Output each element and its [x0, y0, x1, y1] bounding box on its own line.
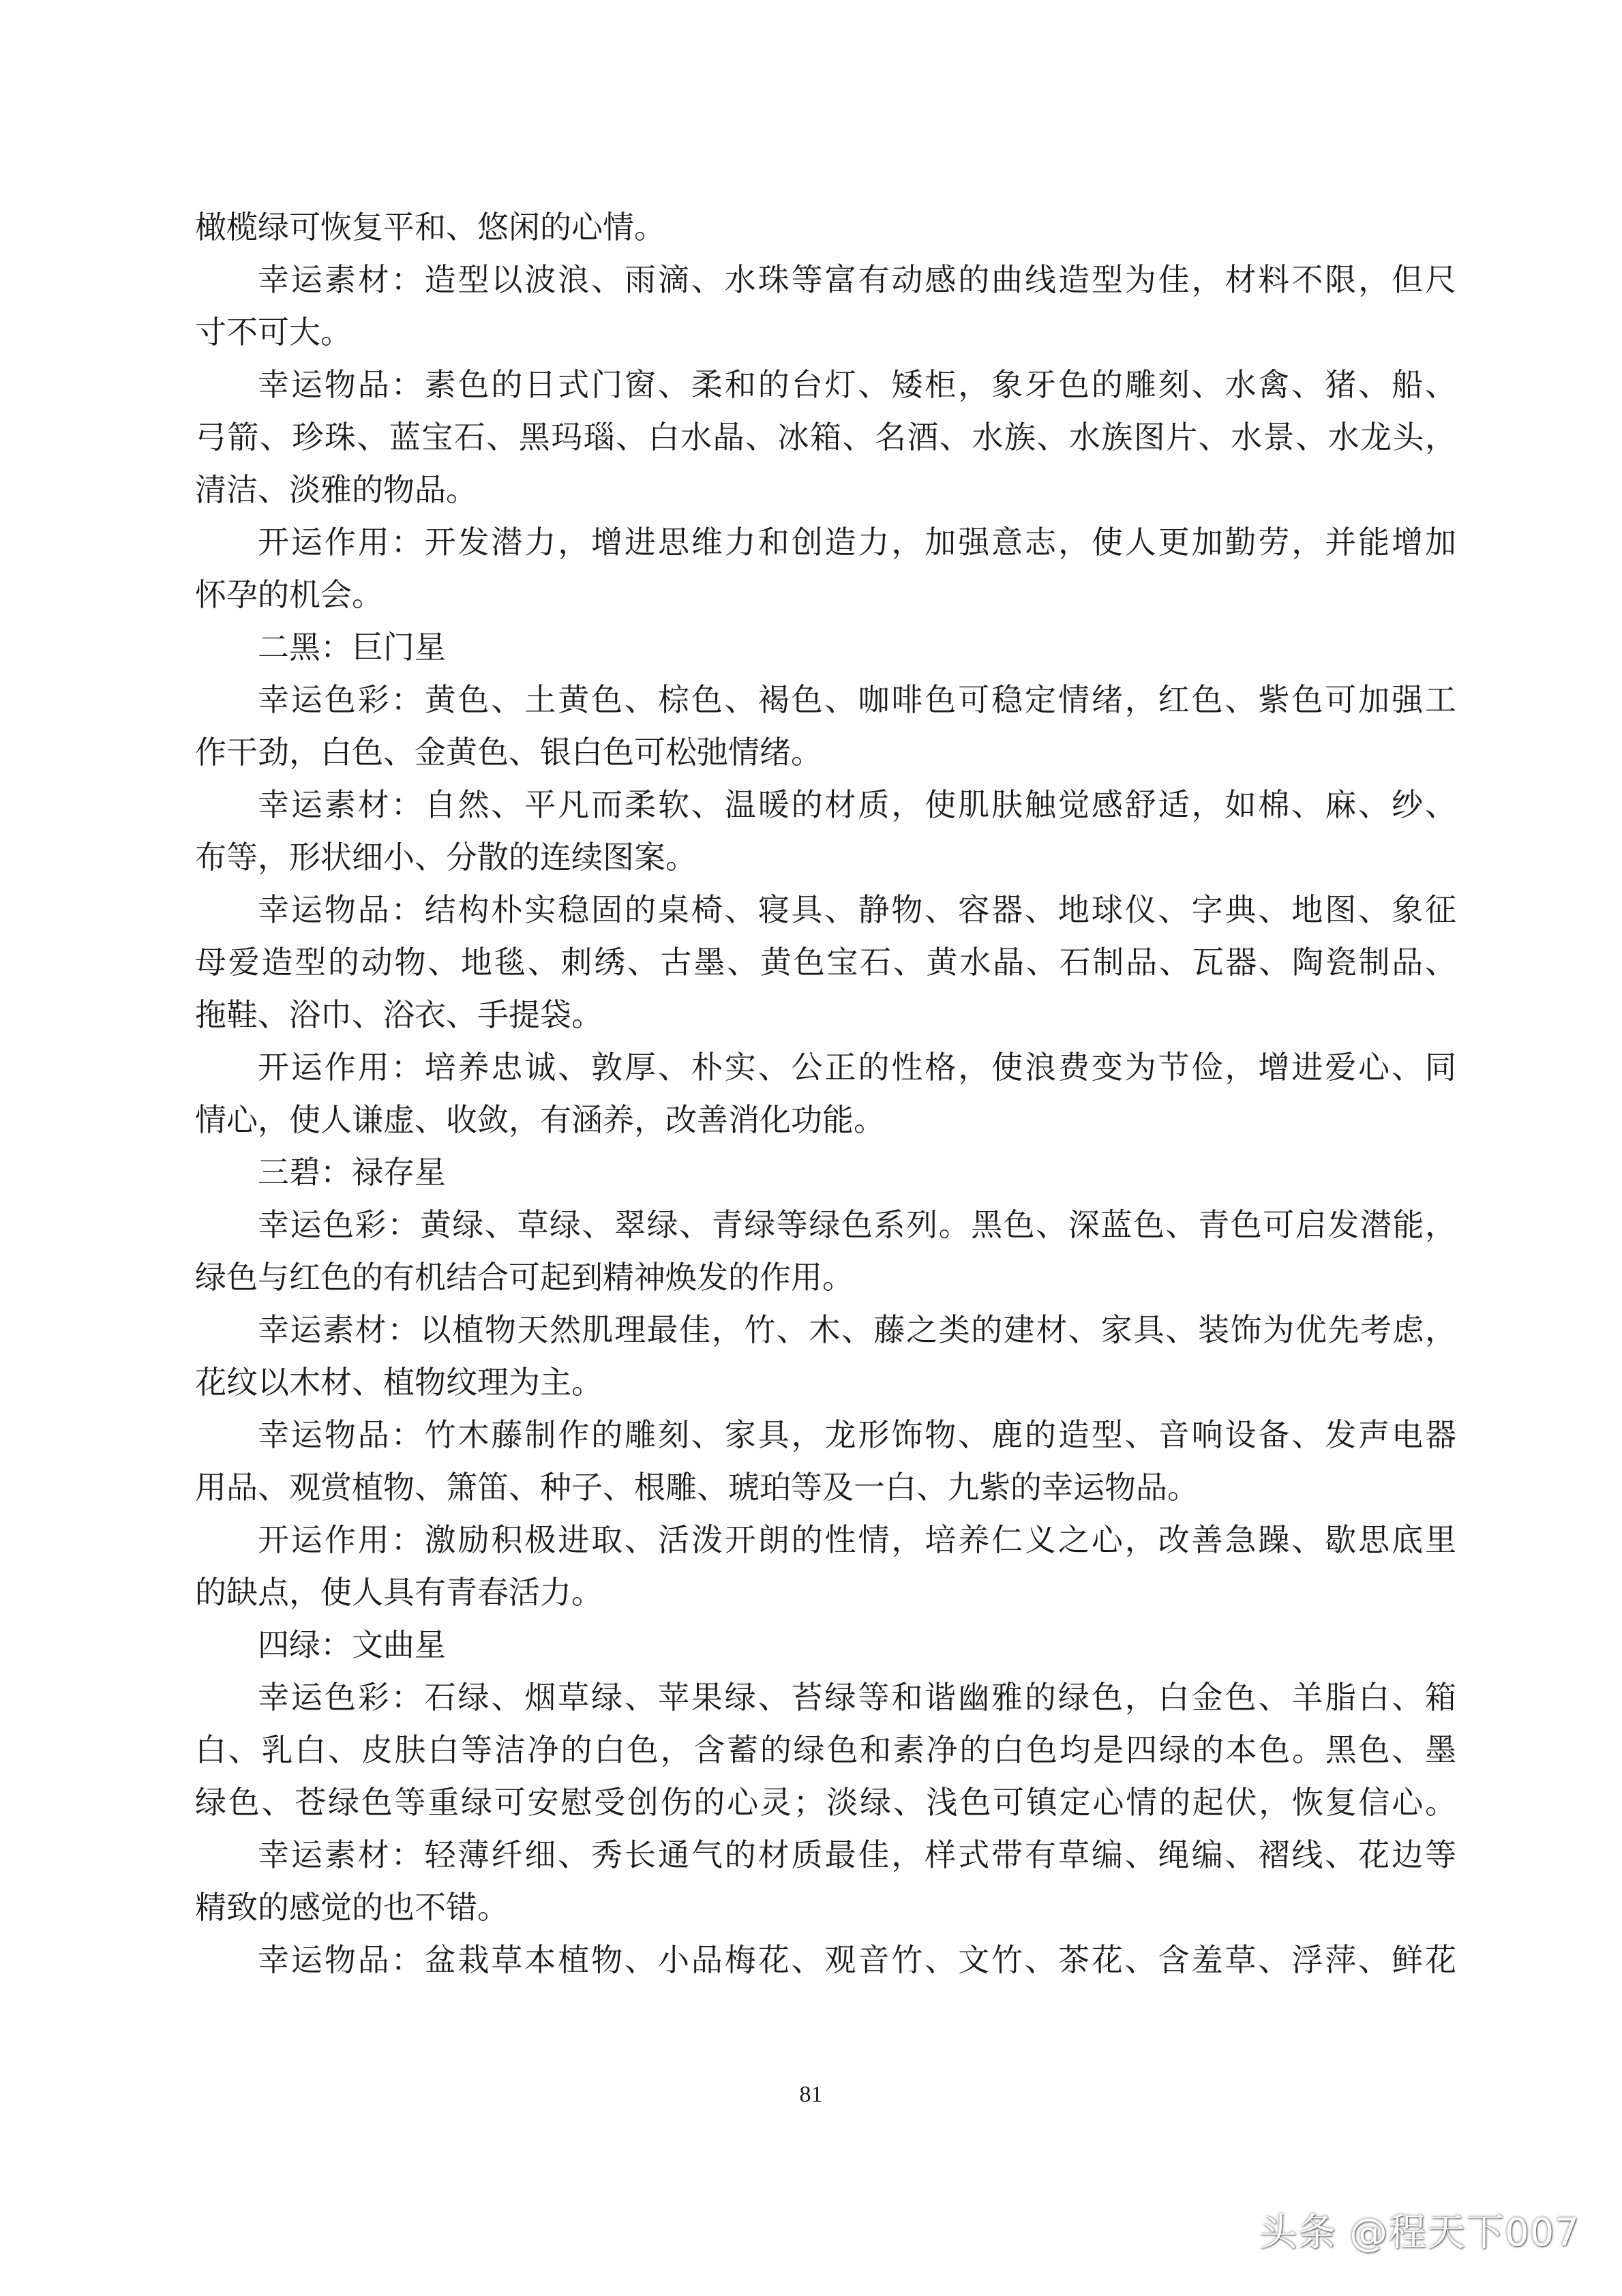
- text-line: 幸运色彩：黄色、土黄色、棕色、褐色、咖啡色可稳定情绪，红色、紫色可加强工: [258, 681, 1456, 718]
- watermark: 头条 @程天下007: [1259, 2211, 1580, 2255]
- text-line: 幸运色彩：黄绿、草绿、翠绿、青绿等绿色系列。黑色、深蓝色、青色可启发潜能，: [258, 1206, 1456, 1243]
- text-line: 四绿：文曲星: [258, 1626, 446, 1663]
- text-line: 幸运物品：素色的日式门窗、柔和的台灯、矮柜，象牙色的雕刻、水禽、猪、船、: [258, 366, 1456, 403]
- text-line: 怀孕的机会。: [195, 576, 383, 613]
- text-line: 幸运素材：轻薄纤细、秀长通气的材质最佳，样式带有草编、绳编、褶线、花边等: [258, 1836, 1456, 1873]
- text-line: 开运作用：激励积极进取、活泼开朗的性情，培养仁义之心，改善急躁、歇思底里: [258, 1521, 1456, 1558]
- text-line: 幸运物品：竹木藤制作的雕刻、家具，龙形饰物、鹿的造型、音响设备、发声电器: [258, 1416, 1456, 1453]
- text-line: 开运作用：开发潜力，增进思维力和创造力，加强意志，使人更加勤劳，并能增加: [258, 524, 1456, 561]
- text-line: 拖鞋、浴巾、浴衣、手提袋。: [195, 996, 603, 1033]
- text-line: 用品、观赏植物、箫笛、种子、根雕、琥珀等及一白、九紫的幸运物品。: [195, 1469, 1199, 1506]
- text-line: 绿色与红色的有机结合可起到精神焕发的作用。: [195, 1259, 854, 1296]
- text-line: 幸运色彩：石绿、烟草绿、苹果绿、苔绿等和谐幽雅的绿色，白金色、羊脂白、箱: [258, 1679, 1456, 1716]
- document-body: [195, 205, 1456, 1990]
- text-line: 弓箭、珍珠、蓝宝石、黑玛瑙、白水晶、冰箱、名酒、水族、水族图片、水景、水龙头，: [195, 419, 1456, 456]
- text-line: 幸运物品：结构朴实稳固的桌椅、寝具、静物、容器、地球仪、字典、地图、象征: [258, 891, 1456, 928]
- text-line: 绿色、苍绿色等重绿可安慰受创伤的心灵；淡绿、浅色可镇定心情的起伏，恢复信心。: [195, 1784, 1456, 1821]
- text-line: 二黑：巨门星: [258, 629, 446, 666]
- text-line: 清洁、淡雅的物品。: [195, 471, 477, 508]
- text-line: 开运作用：培养忠诚、敦厚、朴实、公正的性格，使浪费变为节俭，增进爱心、同: [258, 1049, 1456, 1086]
- text-line: 幸运素材：以植物天然肌理最佳，竹、木、藤之类的建材、家具、装饰为优先考虑，: [258, 1311, 1456, 1348]
- text-line: 的缺点，使人具有青春活力。: [195, 1574, 603, 1611]
- text-line: 三碧：禄存星: [258, 1154, 446, 1191]
- text-line: 白、乳白、皮肤白等洁净的白色，含蓄的绿色和素净的白色均是四绿的本色。黑色、墨: [195, 1731, 1456, 1768]
- text-line: 情心，使人谦虚、收敛，有涵养，改善消化功能。: [195, 1101, 885, 1138]
- text-line: 幸运素材：自然、平凡而柔软、温暖的材质，使肌肤触觉感舒适，如棉、麻、纱、: [258, 786, 1456, 823]
- text-line: 作干劲，白色、金黄色、银白色可松弛情绪。: [195, 734, 822, 771]
- text-line: 花纹以木材、植物纹理为主。: [195, 1364, 603, 1401]
- page-number: 81: [799, 2082, 823, 2107]
- text-line: 幸运物品：盆栽草本植物、小品梅花、观音竹、文竹、茶花、含羞草、浮萍、鲜花: [258, 1941, 1456, 1978]
- text-line: 幸运素材：造型以波浪、雨滴、水珠等富有动感的曲线造型为佳，材料不限，但尺: [258, 261, 1456, 298]
- text-line: 布等，形状细小、分散的连续图案。: [195, 839, 697, 876]
- text-line: 精致的感觉的也不错。: [195, 1889, 509, 1926]
- text-line: 寸不可大。: [195, 314, 352, 351]
- text-line: 橄榄绿可恢复平和、悠闲的心情。: [195, 209, 665, 245]
- text-line: 母爱造型的动物、地毯、刺绣、古墨、黄色宝石、黄水晶、石制品、瓦器、陶瓷制品、: [195, 944, 1456, 981]
